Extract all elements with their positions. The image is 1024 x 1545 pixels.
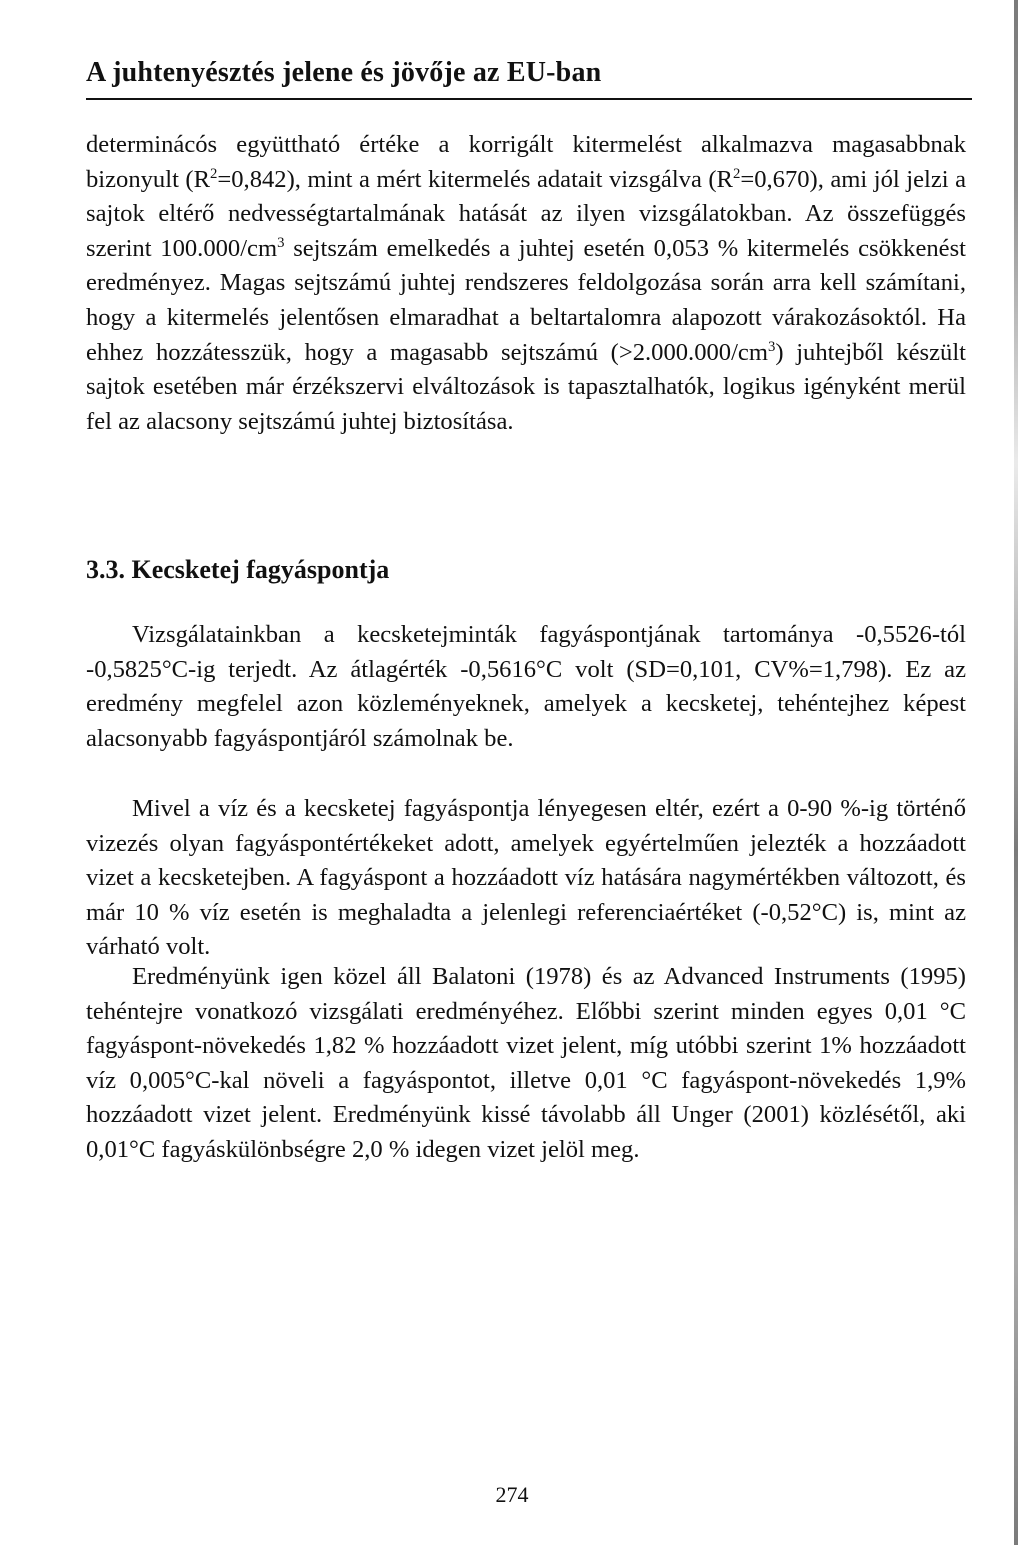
text-run: sejtszám emelkedés a juhtej esetén 0,053 % kitermelés csökkenést eredményez. Magas sejtszámú juhtej rendszeres feldolgozása során arra kell számítani, hogy a kitermelés jelentősen elmaradhat a beltartalomra alapozott várakozásoktól. Ha ehhez hozzátesszük, hogy a magasabb sejtszámú (>2.000.000/cm (86, 234, 966, 366)
page-number: 274 (495, 1482, 529, 1507)
superscript: 2 (210, 165, 218, 182)
text-run: ) juhtejből készült sajtok esetében már érzékszervi elváltozások is tapasztalhatók, logikus igényként merül fel az alacsony sejtszámú juhtej biztosítása. (86, 338, 966, 435)
section-heading: 3.3. Kecsketej fagyáspontja (86, 555, 390, 584)
paragraph-water-addition: Mivel a víz és a kecsketej fagyáspontja lényegesen eltér, ezért a 0-90 %-ig történő vizezés olyan fagyáspontértékeket adott, amelyek egyértelműen jelezték a hozzáadott vizet a kecsketejben. A fagyáspont a hozzáadott víz hatására nagymértékben változott, és már 10 % víz esetén is meghaladta a jelenlegi referenciaértéket (-0,52°C) is, mint az várható volt. (86, 795, 966, 961)
running-header: A juhtenyésztés jelene és jövője az EU-ban (86, 56, 972, 100)
text-run: =0,670), ami jól jelzi a sajtok eltérő nedvességtartalmának hatását az ilyen vizsgálatokban. Az összefüggés szerint 100.000/cm (86, 165, 966, 262)
paragraph-literature-comparison: Eredményünk igen közel áll Balatoni (1978) és az Advanced Instruments (1995) tehéntejre vonatkozó vizsgálati eredményéhez. Előbbi szerint minden egyes 0,01 °C fagyáspont-növekedés 1,82 % hozzáadott vizet jelent, míg utóbbi szerint 1% hozzáadott víz 0,005°C-kal növeli a fagyáspontot, illetve 0,01 °C fagyáspont-növekedés 1,9% hozzáadott vizet jelent. Eredményünk kissé távolabb áll Unger (2001) közlésétől, aki 0,01°C fagyáskülönbségre 2,0 % idegen vizet jelöl meg. (86, 963, 966, 1163)
superscript: 2 (732, 165, 741, 182)
text-run: =0,842), mint a mért kitermelés adatait vizsgálva (R (217, 165, 733, 193)
text-run: determinácós együttható értéke a korrigált kitermelést alkalmazva magasabbnak bizonyult (R (86, 131, 966, 193)
scan-edge-shadow (1014, 0, 1018, 1545)
paragraph-freezing-point-range: Vizsgálatainkban a kecsketejminták fagyáspontjának tartománya -0,5526-tól -0,5825°C-ig terjedt. Az átlagérték -0,5616°C volt (SD=0,101, CV%=1,798). Ez az eredmény megfelel azon közleményeknek, amelyek a kecsketej, tehéntejhez képest alacsonyabb fagyáspontjáról számolnak be. (86, 621, 966, 752)
superscript: 3 (767, 338, 776, 355)
superscript: 3 (277, 234, 285, 251)
paragraph-determination-coefficient (86, 128, 966, 439)
